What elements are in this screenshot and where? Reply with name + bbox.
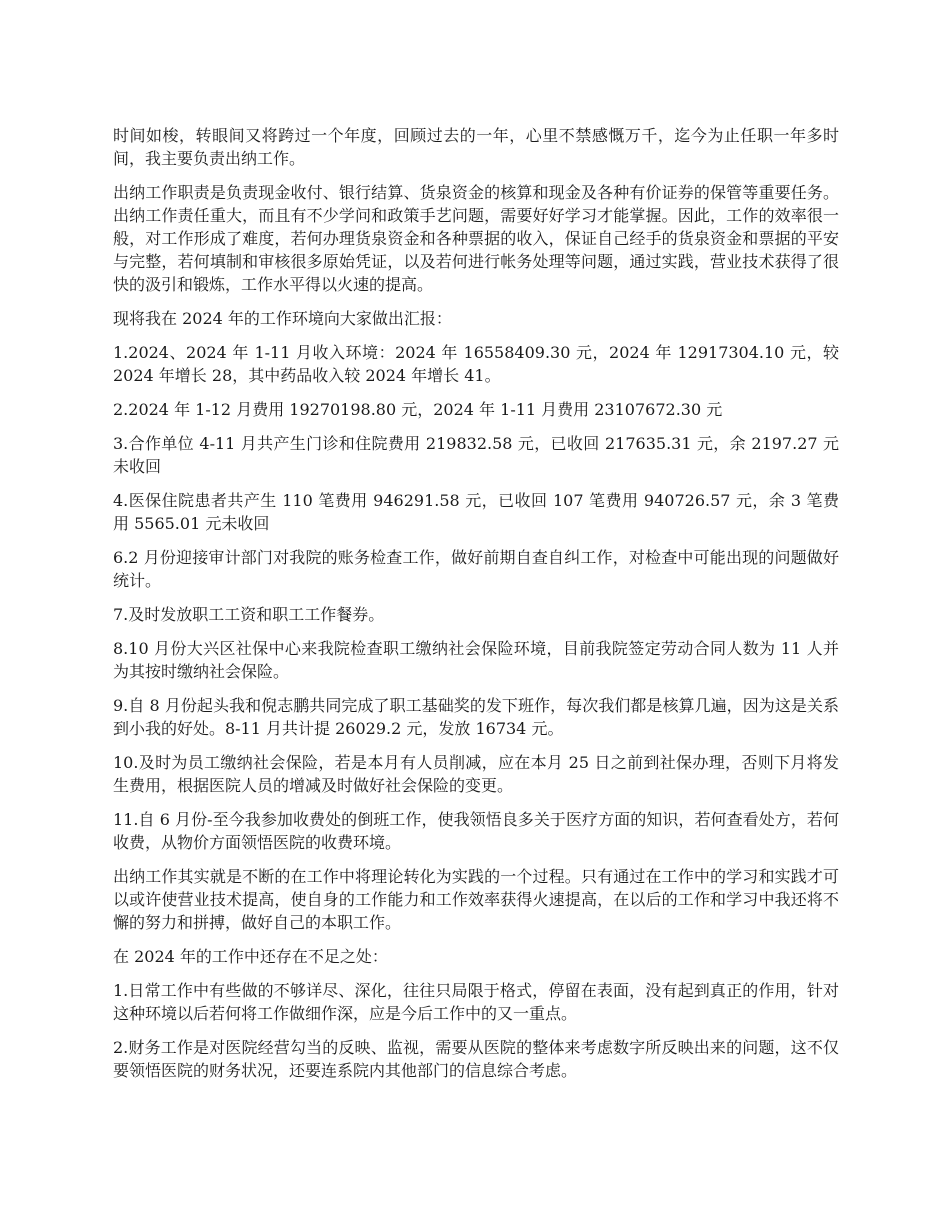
paragraph-item-7: 7.及时发放职工工资和职工工作餐券。 <box>113 605 385 624</box>
paragraph-summary: 出纳工作其实就是不断的在工作中将理论转化为实践的一个过程。只有通过在工作中的学习和实践才可以或许使营业技术提高，使自身的工作能力和工作效率获得火速提高，在以后的工作和学习中我还将不懈的努力和拼搏，做好自己的本职工作。 <box>113 867 839 932</box>
paragraph-item-1: 1.2024、2024 年 1-11 月收入环境：2024 年 16558409.30 元，2024 年 12917304.10 元，较 2024 年增长 28，其中药品收入较 2024 年增长 41。 <box>113 343 839 385</box>
paragraph-report-heading: 现将我在 2024 年的工作环境向大家做出汇报： <box>113 309 452 328</box>
paragraph-intro: 时间如梭，转眼间又将跨过一个年度，回顾过去的一年，心里不禁感慨万千，迄今为止任职一年多时间，我主要负责出纳工作。 <box>113 126 839 168</box>
paragraph-item-11: 11.自 6 月份-至今我参加收费处的倒班工作，使我领悟良多关于医疗方面的知识，若何查看处方，若何收费，从物价方面领悟医院的收费环境。 <box>113 810 839 852</box>
paragraph-shortcoming-2: 2.财务工作是对医院经营勾当的反映、监视，需要从医院的整体来考虑数字所反映出来的问题，这不仅要领悟医院的财务状况，还要连系院内其他部门的信息综合考虑。 <box>113 1038 839 1080</box>
paragraph-item-3: 3.合作单位 4-11 月共产生门诊和住院费用 219832.58 元，已收回 217635.31 元，余 2197.27 元未收回 <box>113 434 839 476</box>
paragraph-item-9: 9.自 8 月份起头我和倪志鹏共同完成了职工基础奖的发下班作，每次我们都是核算几遍，因为这是关系到小我的好处。8-11 月共计提 26029.2 元，发放 16734 元。 <box>113 696 839 738</box>
document-body <box>113 124 839 1093</box>
paragraph-duties: 出纳工作职责是负责现金收付、银行结算、货泉资金的核算和现金及各种有价证券的保管等重要任务。出纳工作责任重大，而且有不少学问和政策手艺问题，需要好好学习才能掌握。因此，工作的效率很一般，对工作形成了难度，若何办理货泉资金和各种票据的收入，保证自己经手的货泉资金和票据的平安与完整，若何填制和审核很多原始凭证，以及若何进行帐务处理等问题，通过实践，营业技术获得了很快的汲引和锻炼，工作水平得以火速的提高。 <box>113 183 839 294</box>
paragraph-item-10: 10.及时为员工缴纳社会保险，若是本月有人员削减，应在本月 25 日之前到社保办理，否则下月将发生费用，根据医院人员的增减及时做好社会保险的变更。 <box>113 753 839 795</box>
paragraph-shortcomings-heading: 在 2024 年的工作中还存在不足之处： <box>113 947 388 966</box>
paragraph-shortcoming-1: 1.日常工作中有些做的不够详尽、深化，往往只局限于格式，停留在表面，没有起到真正的作用，针对这种环境以后若何将工作做细作深，应是今后工作中的又一重点。 <box>113 981 839 1023</box>
paragraph-item-2: 2.2024 年 1-12 月费用 19270198.80 元，2024 年 1-11 月费用 23107672.30 元 <box>113 400 723 419</box>
paragraph-item-6: 6.2 月份迎接审计部门对我院的账务检查工作，做好前期自查自纠工作，对检查中可能出现的问题做好统计。 <box>113 548 839 590</box>
paragraph-item-4: 4.医保住院患者共产生 110 笔费用 946291.58 元，已收回 107 笔费用 940726.57 元，余 3 笔费用 5565.01 元未收回 <box>113 491 839 533</box>
paragraph-item-8: 8.10 月份大兴区社保中心来我院检查职工缴纳社会保险环境，目前我院签定劳动合同人数为 11 人并为其按时缴纳社会保险。 <box>113 639 839 681</box>
